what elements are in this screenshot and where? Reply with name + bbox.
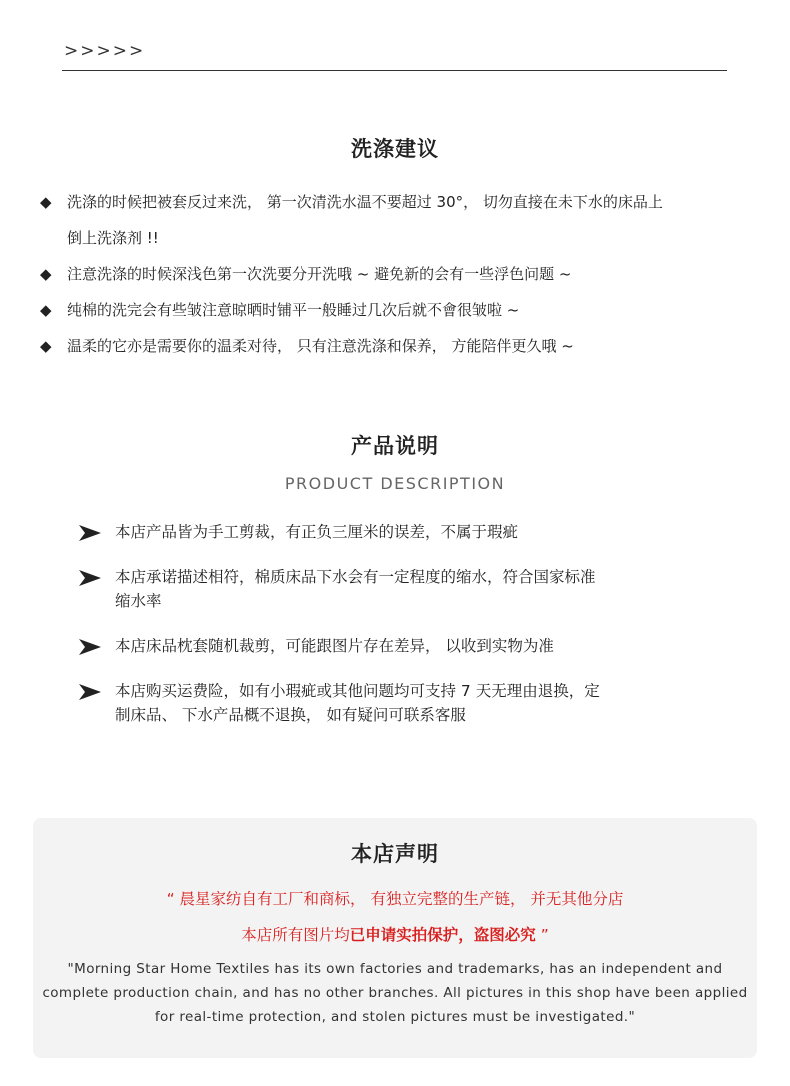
store-notice-panel [33, 818, 757, 1058]
diamond-icon: ◆ [40, 301, 52, 319]
notice-line-1: “ 晨星家纺自有工厂和商标， 有独立完整的生产链， 并无其他分店 [166, 890, 624, 908]
washing-title: 洗涤建议 [351, 137, 439, 161]
list-item: ◆ 洗涤的时候把被套反过来洗， 第一次清洗水温不要超过 30°， 切勿直接在未下水的床品上 倒上洗涤剂 !! [40, 188, 780, 252]
notice-english: "Morning Star Home Textiles has its own factories and trademarks, has an independent and complete production chain, and has no other branches. All pictures in this shop have been applied for real-time protection, and stolen pictures must be investigated." [42, 961, 748, 1025]
diamond-icon: ◆ [40, 265, 52, 283]
list-item: ◆ 纯棉的洗完会有些皱注意晾晒时铺平一般睡过几次后就不會很皱啦 ~ [40, 296, 780, 324]
arrow-right-icon [78, 683, 102, 701]
list-item: 本店承诺描述相符，棉质床品下水会有一定程度的缩水，符合国家标准 缩水率 [78, 565, 718, 613]
arrow-right-icon [78, 638, 102, 656]
arrow-right-icon [78, 569, 102, 587]
washing-list [40, 188, 780, 360]
header-arrows: >>>>> [64, 41, 146, 61]
list-item: 本店床品枕套随机裁剪，可能跟图片存在差异， 以收到实物为准 [78, 634, 718, 658]
list-item: ◆ 注意洗涤的时候深浅色第一次洗要分开洗哦 ~ 避免新的会有一些浮色问题 ~ [40, 260, 780, 288]
product-title: 产品说明 [351, 434, 439, 458]
top-divider [62, 70, 727, 71]
product-list [78, 520, 718, 748]
list-item: ◆ 温柔的它亦是需要你的温柔对待， 只有注意洗涤和保养， 方能陪伴更久哦 ~ [40, 332, 780, 360]
product-subtitle: PRODUCT DESCRIPTION [284, 474, 506, 493]
list-item: 本店产品皆为手工剪裁，有正负三厘米的误差，不属于瑕疵 [78, 520, 718, 544]
notice-line-2: 本店所有图片均已申请实拍保护，盗图必究 ” [241, 926, 549, 944]
diamond-icon: ◆ [40, 337, 52, 355]
list-item: 本店购买运费险，如有小瑕疵或其他问题均可支持 7 天无理由退换，定 制床品、 下水产品概不退换， 如有疑问可联系客服 [78, 679, 718, 727]
diamond-icon: ◆ [40, 193, 52, 211]
notice-title: 本店声明 [351, 842, 439, 866]
arrow-right-icon [78, 524, 102, 542]
